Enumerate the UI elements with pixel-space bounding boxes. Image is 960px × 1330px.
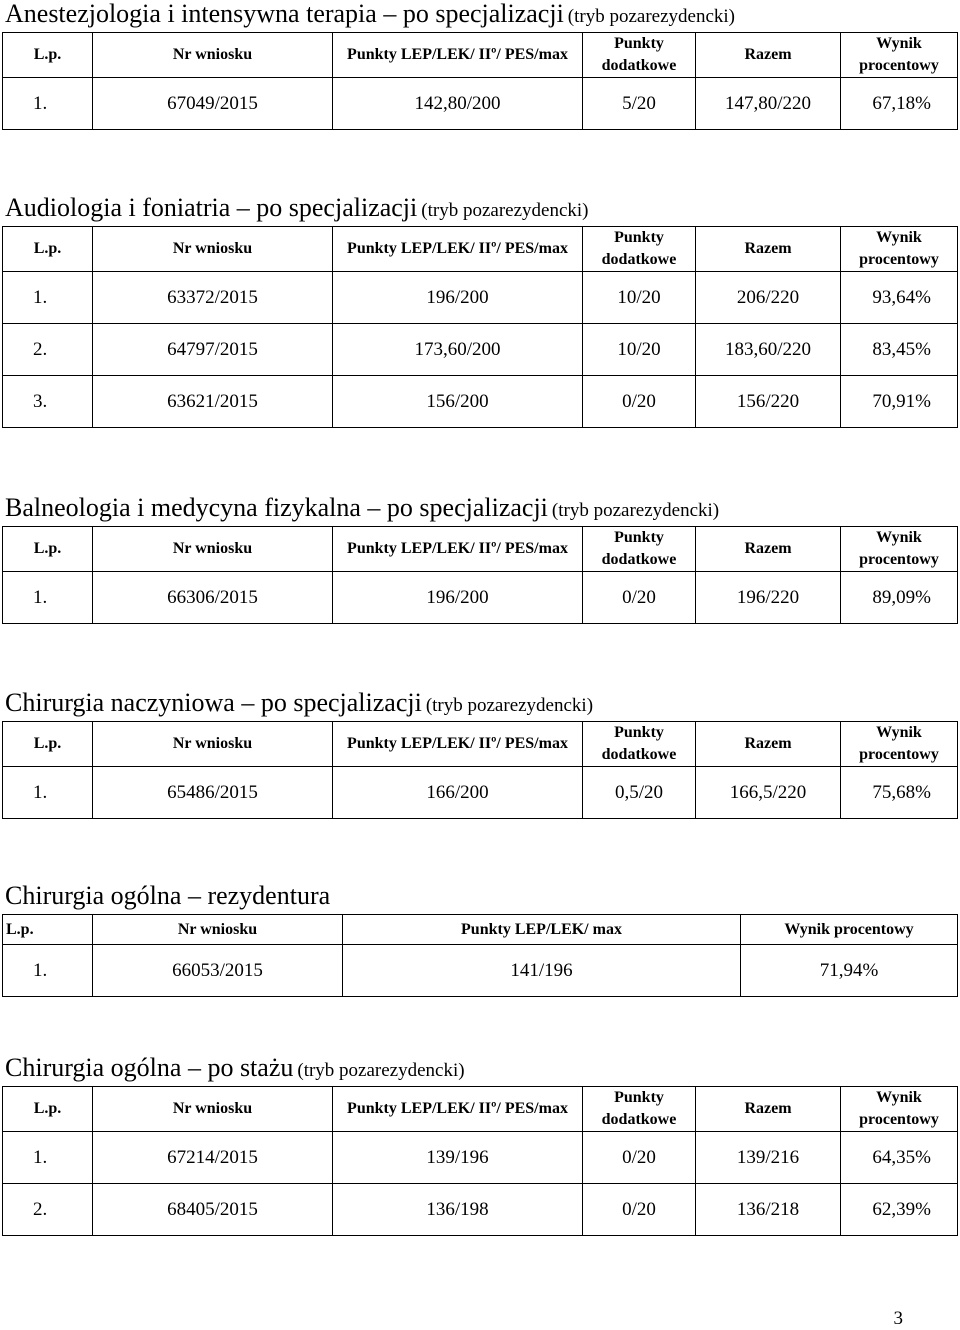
cell-razem: 156/220 [696, 376, 841, 428]
section-title: Audiologia i foniatria – po specjalizacji [5, 193, 418, 222]
header-wynik-line1: Wynik [876, 35, 922, 52]
cell-nr: 64797/2015 [93, 324, 333, 376]
section-chirurgia-naczyniowa [0, 685, 960, 819]
header-nr: Nr wniosku [93, 915, 343, 945]
results-table [2, 226, 958, 428]
table-header-row [3, 722, 958, 767]
header-lp: L.p. [3, 722, 93, 767]
results-table [2, 32, 958, 130]
table-header-row [3, 33, 958, 78]
header-dodatkowe [583, 227, 696, 272]
header-wynik-line1: Wynik [876, 529, 922, 546]
cell-wynik: 67,18% [841, 78, 958, 130]
cell-dodatkowe: 0/20 [583, 376, 696, 428]
header-wynik-line1: Wynik [876, 1089, 922, 1106]
header-dodatkowe-line1: Punkty [614, 724, 664, 741]
header-wynik-line1: Wynik [876, 724, 922, 741]
cell-nr: 66053/2015 [93, 945, 343, 997]
cell-dodatkowe: 0/20 [583, 572, 696, 624]
cell-dodatkowe: 0/20 [583, 1132, 696, 1184]
header-nr: Nr wniosku [93, 722, 333, 767]
cell-punkty: 136/198 [333, 1184, 583, 1236]
section-heading [0, 0, 960, 32]
section-title: Chirurgia ogólna – po stażu [5, 1053, 294, 1082]
cell-dodatkowe: 0/20 [583, 1184, 696, 1236]
results-table [2, 526, 958, 624]
section-heading [0, 190, 960, 226]
section-title: Anestezjologia i intensywna terapia – po specjalizacji [5, 0, 564, 28]
header-punkty: Punkty LEP/LEK/ IIº/ PES/max [333, 1087, 583, 1132]
header-dodatkowe-line2: dodatkowe [601, 746, 677, 763]
cell-punkty: 156/200 [333, 376, 583, 428]
header-razem: Razem [696, 227, 841, 272]
section-heading [0, 490, 960, 526]
table-header-row [3, 527, 958, 572]
cell-nr: 67049/2015 [93, 78, 333, 130]
header-wynik-line2: procentowy [859, 746, 939, 763]
cell-wynik: 89,09% [841, 572, 958, 624]
header-punkty: Punkty LEP/LEK/ IIº/ PES/max [333, 722, 583, 767]
header-wynik-line2: procentowy [859, 57, 939, 74]
cell-punkty: 173,60/200 [333, 324, 583, 376]
section-chirurgia-ogolna-po-stazu [0, 1050, 960, 1236]
header-dodatkowe-line2: dodatkowe [601, 251, 677, 268]
cell-wynik: 75,68% [841, 767, 958, 819]
table-row [3, 272, 958, 324]
header-razem: Razem [696, 722, 841, 767]
table-row [3, 572, 958, 624]
section-subtitle: (tryb pozarezydencki) [425, 695, 594, 716]
cell-razem: 136/218 [696, 1184, 841, 1236]
cell-wynik: 71,94% [741, 945, 958, 997]
section-balneologia [0, 490, 960, 624]
cell-razem: 139/216 [696, 1132, 841, 1184]
header-nr: Nr wniosku [93, 527, 333, 572]
table-row [3, 1184, 958, 1236]
cell-wynik: 62,39% [841, 1184, 958, 1236]
header-punkty: Punkty LEP/LEK/ IIº/ PES/max [333, 33, 583, 78]
header-punkty: Punkty LEP/LEK/ IIº/ PES/max [333, 527, 583, 572]
cell-punkty: 166/200 [333, 767, 583, 819]
header-nr: Nr wniosku [93, 227, 333, 272]
cell-lp: 2. [3, 1184, 93, 1236]
header-wynik-line1: Wynik [876, 229, 922, 246]
table-header-row [3, 227, 958, 272]
table-row [3, 945, 958, 997]
header-dodatkowe-line2: dodatkowe [601, 57, 677, 74]
cell-lp: 1. [3, 272, 93, 324]
cell-nr: 65486/2015 [93, 767, 333, 819]
cell-razem: 147,80/220 [696, 78, 841, 130]
header-wynik: Wynik procentowy [741, 915, 958, 945]
cell-nr: 63372/2015 [93, 272, 333, 324]
cell-lp: 1. [3, 572, 93, 624]
header-dodatkowe [583, 722, 696, 767]
header-dodatkowe-line1: Punkty [614, 229, 664, 246]
table-row [3, 767, 958, 819]
cell-lp: 1. [3, 78, 93, 130]
cell-dodatkowe: 0,5/20 [583, 767, 696, 819]
cell-wynik: 64,35% [841, 1132, 958, 1184]
cell-nr: 68405/2015 [93, 1184, 333, 1236]
cell-punkty: 196/200 [333, 272, 583, 324]
table-header-row [3, 1087, 958, 1132]
header-nr: Nr wniosku [93, 1087, 333, 1132]
cell-razem: 196/220 [696, 572, 841, 624]
section-heading [0, 878, 960, 914]
section-chirurgia-ogolna-rezydentura [0, 878, 960, 997]
section-title: Chirurgia naczyniowa – po specjalizacji [5, 688, 422, 717]
cell-punkty: 139/196 [333, 1132, 583, 1184]
header-razem: Razem [696, 527, 841, 572]
section-subtitle: (tryb pozarezydencki) [551, 500, 720, 521]
cell-wynik: 83,45% [841, 324, 958, 376]
header-dodatkowe-line2: dodatkowe [601, 551, 677, 568]
cell-wynik: 70,91% [841, 376, 958, 428]
table-row [3, 1132, 958, 1184]
header-razem: Razem [696, 33, 841, 78]
cell-lp: 1. [3, 945, 93, 997]
section-title: Chirurgia ogólna – rezydentura [5, 881, 331, 910]
header-dodatkowe-line1: Punkty [614, 35, 664, 52]
section-heading [0, 685, 960, 721]
cell-nr: 63621/2015 [93, 376, 333, 428]
section-subtitle: (tryb pozarezydencki) [421, 200, 589, 221]
cell-wynik: 93,64% [841, 272, 958, 324]
cell-lp: 3. [3, 376, 93, 428]
cell-razem: 206/220 [696, 272, 841, 324]
section-title: Balneologia i medycyna fizykalna – po specjalizacji [5, 493, 548, 522]
header-dodatkowe-line1: Punkty [614, 529, 664, 546]
header-dodatkowe-line1: Punkty [614, 1089, 664, 1106]
cell-lp: 1. [3, 767, 93, 819]
header-dodatkowe-line2: dodatkowe [601, 1111, 677, 1128]
header-lp: L.p. [3, 915, 93, 945]
header-wynik [841, 722, 958, 767]
cell-dodatkowe: 10/20 [583, 272, 696, 324]
header-punkty: Punkty LEP/LEK/ max [343, 915, 741, 945]
cell-punkty: 141/196 [343, 945, 741, 997]
section-audiologia [0, 190, 960, 428]
table-header-row [3, 915, 958, 945]
section-anestezjologia [0, 0, 960, 130]
header-dodatkowe [583, 33, 696, 78]
results-table [2, 721, 958, 819]
header-wynik [841, 527, 958, 572]
section-subtitle: (tryb pozarezydencki) [297, 1060, 465, 1081]
header-wynik [841, 33, 958, 78]
cell-razem: 166,5/220 [696, 767, 841, 819]
header-wynik [841, 1087, 958, 1132]
header-wynik-line2: procentowy [859, 551, 939, 568]
results-table [2, 1086, 958, 1236]
cell-punkty: 196/200 [333, 572, 583, 624]
header-razem: Razem [696, 1087, 841, 1132]
section-heading [0, 1050, 960, 1086]
header-lp: L.p. [3, 33, 93, 78]
header-dodatkowe [583, 527, 696, 572]
header-wynik-line2: procentowy [859, 251, 939, 268]
cell-nr: 66306/2015 [93, 572, 333, 624]
header-lp: L.p. [3, 1087, 93, 1132]
cell-punkty: 142,80/200 [333, 78, 583, 130]
table-row [3, 324, 958, 376]
page-number: 3 [893, 1308, 903, 1329]
cell-lp: 1. [3, 1132, 93, 1184]
table-row [3, 78, 958, 130]
header-wynik-line2: procentowy [859, 1111, 939, 1128]
results-table [2, 914, 958, 997]
cell-razem: 183,60/220 [696, 324, 841, 376]
cell-lp: 2. [3, 324, 93, 376]
cell-dodatkowe: 5/20 [583, 78, 696, 130]
header-wynik [841, 227, 958, 272]
header-nr: Nr wniosku [93, 33, 333, 78]
header-lp: L.p. [3, 527, 93, 572]
header-dodatkowe [583, 1087, 696, 1132]
cell-dodatkowe: 10/20 [583, 324, 696, 376]
cell-nr: 67214/2015 [93, 1132, 333, 1184]
table-row [3, 376, 958, 428]
header-punkty: Punkty LEP/LEK/ IIº/ PES/max [333, 227, 583, 272]
section-subtitle: (tryb pozarezydencki) [567, 6, 736, 27]
header-lp: L.p. [3, 227, 93, 272]
